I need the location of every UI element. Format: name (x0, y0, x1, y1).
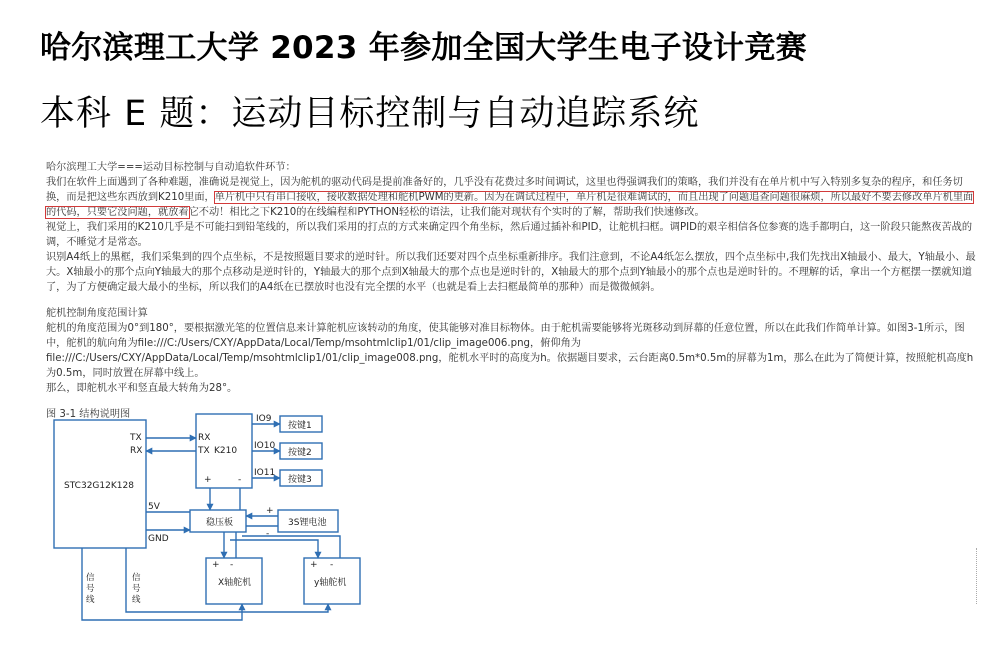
scroll-indicator (976, 548, 979, 604)
document-body (46, 160, 976, 422)
doc-section-heading: 舵机控制角度范围计算 (46, 308, 148, 319)
key2-label: 按键2 (288, 448, 312, 458)
battery-label: 3S锂电池 (288, 518, 327, 528)
k210-minus-label: - (238, 475, 242, 485)
io9-label: IO9 (256, 414, 272, 424)
doc-paragraph-2: 视觉上，我们采用的K210几乎是不可能扫到铅笔线的，所以我们采用的打点的方式来确定四个角坐标，然后通过插补和PID，让舵机扫框。调PID的艰辛相信各位参赛的选手都明白，这一阶段只能熬夜苦战的调，不睡觉才是常态。 (46, 222, 973, 248)
doc-paragraph-3: 识别A4纸上的黑框，我们采集到的四个点坐标，不是按照题目要求的逆时针。所以我们还要对四个点坐标重新排序。我们注意到，不论A4纸怎么摆放，四个点坐标中,我们先找出X轴最小、最大，Y轴最小、最大。X轴最小的那个点向Y轴最大的那个点移动是逆时针的，Y轴最大的那个点到X轴最大的那个点也是逆时针的，X轴最大的那个点到Y轴最小的那个点也是逆时针的。不理解的话，拿出一个方框摆一摆就知道了，为了方便确定最大最小的坐标，所以我们的A4纸在已摆放时也没有完全摆的水平（也就是看上去扫框最简单的那种）而是微微倾斜。 (46, 252, 976, 293)
structure-diagram (52, 412, 392, 637)
mcu-label: STC32G12K128 (64, 481, 134, 491)
key1-label: 按键1 (288, 421, 312, 431)
signal-line-label-1: 信号线 (86, 573, 95, 605)
slide-title: 哈尔滨理工大学 2023 年参加全国大学生电子设计竞赛 (40, 30, 807, 66)
doc-paragraph-1 (46, 175, 976, 220)
doc-heading: 哈尔滨理工大学===运动目标控制与自动追软件环节： (46, 162, 296, 173)
servo-y-minus-label: - (330, 560, 334, 570)
k210-plus-label: + (204, 475, 212, 485)
doc-paragraph-4: 舵机的角度范围为0°到180°，要根据激光笔的位置信息来计算舵机应该转动的角度，使其能够对准目标物体。由于舵机需要能够将光斑移动到屏幕的任意位置，所以在此我们作简单计算。如图3-1所示，图中，舵机的航向角为file:///C:/Users/CXY/AppData/Local/Temp/msohtmlclip1/01/clip_image006.png，俯仰角为file:///C:/Users/CXY/AppData/Local/Temp/msohtmlclip1/01/clip_image008.png，舵机水平时的高度为h。依据题目要求，云台距离0.5m*0.5m的屏幕为1m，那么在此为了简便计算，按照舵机高度h为0.5m，同时放置在屏幕中线上。 (46, 323, 974, 379)
servo-x-label: X轴舵机 (218, 578, 252, 588)
figure-caption: 图 3-1 结构说明图 (46, 409, 131, 420)
k210-tx-label: TX (198, 446, 210, 456)
servo-x-plus-label: + (212, 560, 220, 570)
slide-subtitle: 本科 E 题：运动目标控制与自动追踪系统 (40, 94, 700, 134)
io11-label: IO11 (254, 468, 276, 478)
io10-label: IO10 (254, 441, 276, 451)
highlighted-text: 单片机中只有串口接收，接收数据处理和舵机PWM的更新。因为在调试过程中，单片机是很难调试的，而且出现了问题追查问题很麻烦，所以最好不要去修改单片机里面的代码，只要它没问题，就放着 (46, 192, 974, 218)
mcu-rx-label: RX (130, 446, 143, 456)
k210-label: K210 (214, 446, 238, 456)
signal-line-label-2: 信号线 (132, 573, 141, 605)
servo-y-label: y轴舵机 (314, 578, 347, 588)
mcu-gnd-label: GND (148, 534, 169, 544)
k210-rx-label: RX (198, 433, 211, 443)
mcu-5v-label: 5V (148, 502, 160, 512)
mcu-tx-label: TX (130, 433, 142, 443)
battery-plus-label: + (266, 506, 274, 516)
key3-label: 按键3 (288, 475, 312, 485)
servo-x-minus-label: - (230, 560, 234, 570)
doc-paragraph-5: 那么，即舵机水平和竖直最大转角为28°。 (46, 383, 238, 394)
battery-minus-label: - (266, 529, 270, 539)
regulator-label: 稳压板 (206, 518, 234, 528)
servo-y-plus-label: + (310, 560, 318, 570)
doc-paragraph-1-part-a: 我们在软件上面遇到了各种难题，准确说是视觉上，因为舵机的驱动代码是提前准备好的，几乎没有花费过多时间调试，这里也得强调我们的策略，我们并没有在单片机中写入特别多复杂的程序，和任务切换，而是把这些东西放到K210里面， (46, 177, 963, 203)
doc-paragraph-1-part-b: 它不动！相比之下K210的在线编程和PYTHON轻松的语法，让我们能对现状有个实时的了解，帮助我们快速修改。 (188, 207, 705, 218)
